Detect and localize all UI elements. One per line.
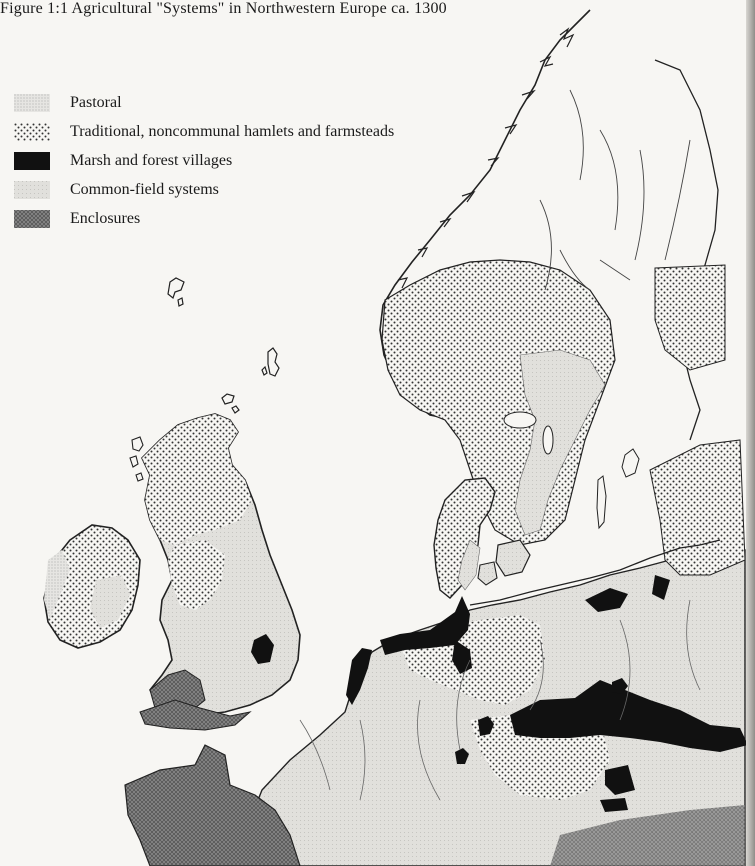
figure-title: Figure 1:1 Agricultural "Systems" in Northwestern Europe ca. 1300 <box>0 0 447 17</box>
oland <box>597 476 606 528</box>
enclosures-swatch <box>14 210 50 228</box>
rivers-north <box>540 90 690 290</box>
hamlets-swatch <box>14 123 50 141</box>
legend-label: Marsh and forest villages <box>70 151 233 169</box>
western-isles <box>130 437 143 481</box>
legend-item-marsh <box>14 146 394 175</box>
legend-label: Enclosures <box>70 209 141 227</box>
lake-vattern <box>543 426 553 454</box>
finland-hamlets <box>655 265 725 370</box>
legend-item-pastoral <box>14 88 394 117</box>
legend-item-hamlets <box>14 117 394 146</box>
ireland <box>44 525 140 648</box>
baltic-hamlets <box>650 440 745 575</box>
faroe-islands <box>168 278 184 306</box>
common-swatch <box>14 181 50 199</box>
legend <box>14 88 394 233</box>
marsh-swatch <box>14 152 50 170</box>
legend-label: Traditional, noncommunal hamlets and farmsteads <box>70 122 395 140</box>
northern-islands <box>168 278 279 413</box>
pastoral-swatch <box>14 94 50 112</box>
legend-item-common <box>14 175 394 204</box>
page-edge-shadow <box>746 0 755 866</box>
funen <box>478 562 497 585</box>
orkney-islands <box>222 394 239 413</box>
shetland-islands <box>262 348 279 376</box>
zealand <box>496 540 530 576</box>
legend-label: Pastoral <box>70 93 122 111</box>
legend-label: Common-field systems <box>70 180 219 198</box>
lake-vanern <box>504 412 536 428</box>
legend-item-enclosures <box>14 204 394 233</box>
great-britain <box>130 414 300 730</box>
finland-coast <box>655 60 718 440</box>
gotland <box>622 449 639 477</box>
